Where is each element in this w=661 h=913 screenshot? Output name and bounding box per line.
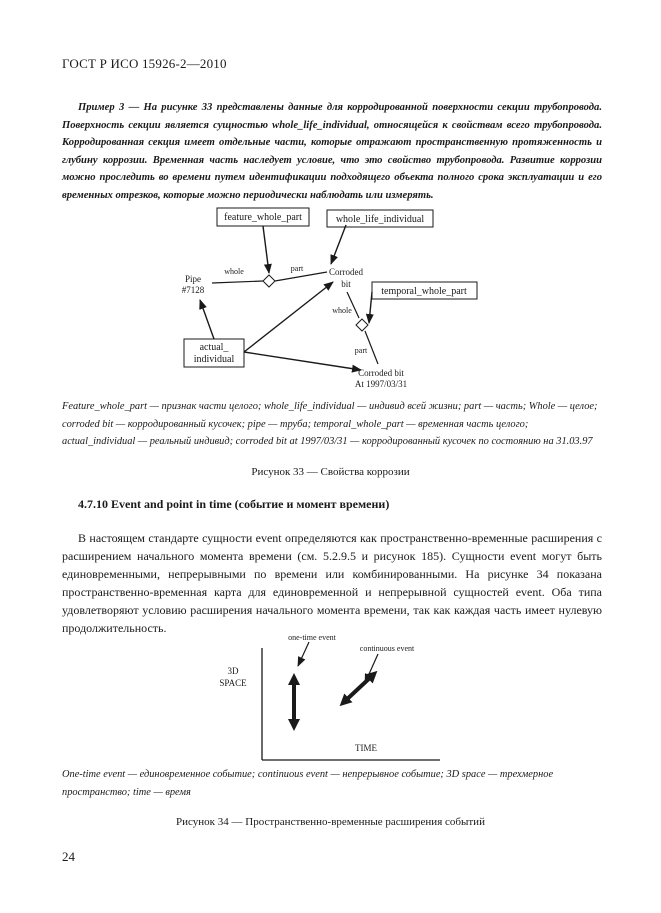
arrow-actual-to-corroded-at [244,352,361,370]
document-header: ГОСТ Р ИСО 15926-2—2010 [62,56,227,71]
section-paragraph-body: В настоящем стандарте сущности event определяются как пространственно-временные расширения с расширением начального момента времени (см. 5.2.9.5 и рисунок 185). Сущности event могут быть единовременными, непрерывными по времени или комбинированными. На рисунке 34 показана пространственно-временная карта для единовременной и непрерывной сущностей event. Оба типа удовлетворяют условию расширения начального момента времени, так как каждая часть имеет нулевую продолжительность. [62,531,602,635]
figure-34-caption: Рисунок 34 — Пространственно-временные расширения событий [176,816,485,828]
corroded-bit-label-2: bit [341,279,351,289]
figure-34-diagram [0,628,661,768]
arrow-actual-to-pipe [200,300,214,339]
arrow-actual-to-corroded [244,282,333,352]
corroded-bit-label-1: Corroded [329,267,363,277]
corroded-bit-at-label-1: Corroded bit [358,368,404,378]
arrow-temporal-whole-part [369,292,372,323]
connector-pipe-whole [212,281,263,283]
one-time-event-label: one-time event [288,633,336,642]
pointer-one-time-event [298,642,309,666]
figure-34-legend: One-time event — единовременное событие; continuous event — непрерывное событие; 3D space — трехмерное пространство; time — время [62,769,554,798]
part-label-top: part [290,264,304,273]
figure-33-legend: Feature_whole_part — признак части целого; whole_life_individual — индивид всей жизни; part — часть; Whole — целое; corroded bit — корродированный кусочек; pipe — труба; temporal_whole_part — временная часть целого; actual_individual — реальный индивид; corroded bit at 1997/03/31 — корродированный кусочек по состоянию на 31.03.97 [62,401,598,448]
actual-individual-label-2: individual [193,354,235,365]
corroded-bit-at-label-2: At 1997/03/31 [354,379,408,389]
whole-label-mid: whole [332,306,352,315]
pipe-label-1: Pipe [184,274,202,284]
figure-33-diagram [0,200,661,395]
pipe-label-2: #7128 [181,285,205,295]
continuous-event-label: continuous event [359,644,415,653]
arrow-whole-life-individual [331,225,346,264]
part-label-mid: part [354,346,368,355]
section-paragraph [62,529,602,637]
arrow-feature-whole-part [263,226,269,273]
example-3-body: Пример 3 — На рисунке 33 представлены данные для корродированной поверхности секции трубопровода. Поверхность секции является сущностью whole_life_individual, относящейся к свойствам всего трубопровода. Корродированная секция имеет отдельные части, которые отражают пространственную протяженность и глубину коррозии. Временная часть наследует условие, что это свойство трубопровода. Развитие коррозии можно проследить во времени путем идентификации подходящего объекта полного срока эксплуатации и его временных отрезков, которые можно периодически наблюдать или измерять. [62,102,602,201]
time-axis-label: TIME [355,743,377,753]
example-3-text [62,99,602,205]
space-axis-label-1: 3D [227,666,239,676]
continuous-event-extent [344,675,373,702]
actual-individual-label-1: actual_ [199,342,229,353]
whole-label-top: whole [224,267,244,276]
relation-diamond-mid [356,319,368,331]
page-number: 24 [62,849,75,864]
figure-33-caption: Рисунок 33 — Свойства коррозии [251,466,410,478]
whole-life-individual-label: whole_life_individual [335,214,425,225]
temporal-whole-part-label: temporal_whole_part [381,286,467,297]
section-title: 4.7.10 Event and point in time (событие и момент времени) [78,497,390,511]
connector-part-corroded [275,272,327,281]
relation-diamond-top [263,275,275,287]
space-axis-label-2: SPACE [219,678,247,688]
feature-whole-part-label: feature_whole_part [224,212,302,223]
